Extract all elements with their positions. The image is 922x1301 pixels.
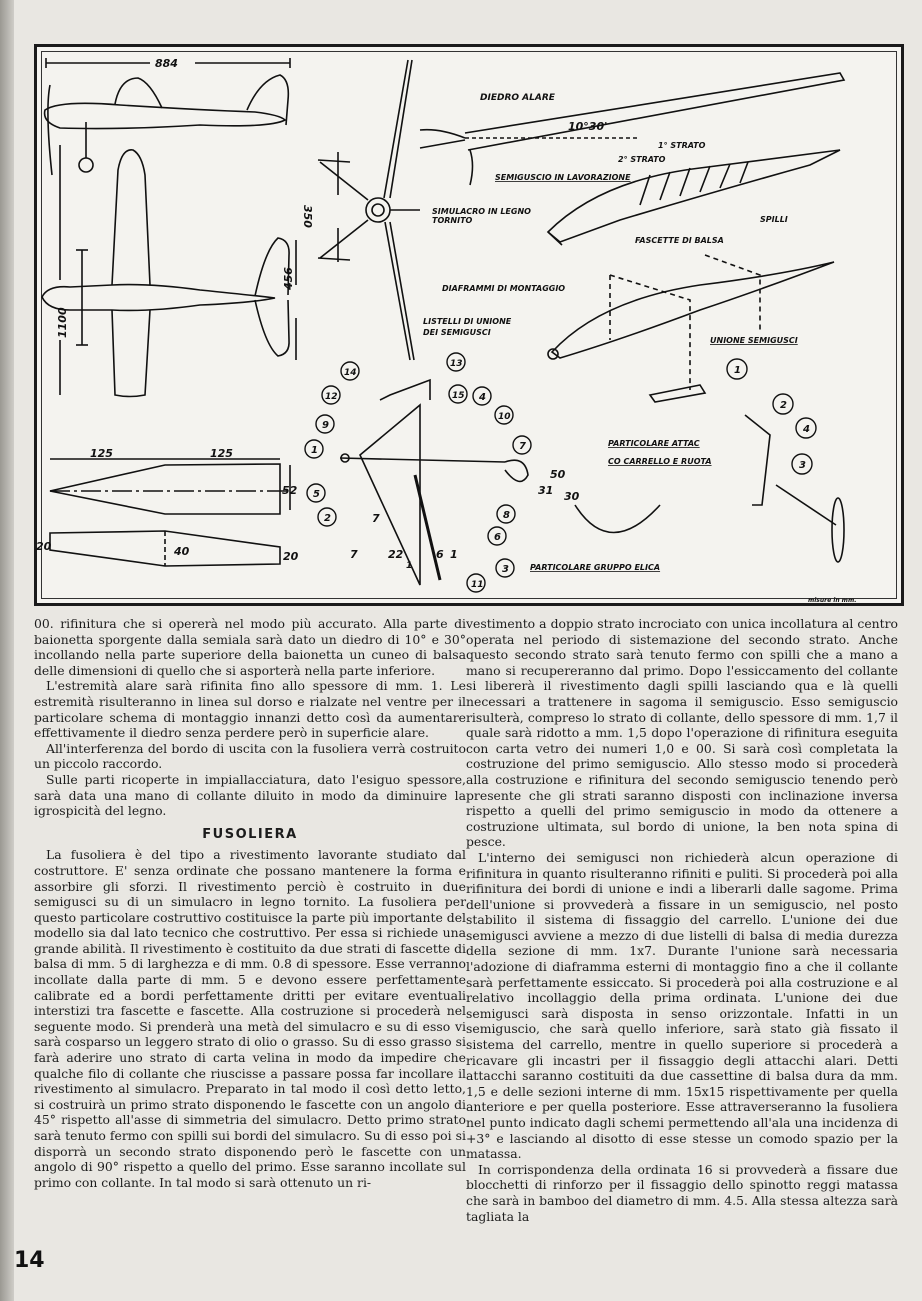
callout-elica-12 — [322, 386, 340, 404]
page-number: 14 — [14, 1248, 45, 1273]
dim-nose-h2: 40 — [174, 545, 190, 558]
carrello-dim-30: 30 — [564, 490, 580, 503]
paragraph: Sulle parti ricoperte in impiallacciatura, dato l'esiguo spessore, sarà data una mano di collante diluito in modo da diminuire la igrospicità del legno. — [34, 771, 466, 819]
callout-carrello-1 — [727, 359, 747, 379]
svg-text:1: 1 — [734, 365, 741, 376]
svg-text:6: 6 — [494, 532, 501, 543]
svg-text:4: 4 — [479, 392, 486, 403]
label-strato-2: 2° STRATO — [618, 155, 666, 164]
callout-elica-11 — [467, 574, 485, 592]
label-diedro-angle: 10°30' — [568, 120, 608, 133]
label-spilli: SPILLI — [760, 215, 788, 224]
dim-nose-len-a: 125 — [90, 447, 113, 460]
dim-span-side: 884 — [155, 57, 178, 70]
elica-dim-6: 6 — [436, 548, 444, 561]
paragraph: La fusoliera è del tipo a rivestimento lavorante studiato dal costruttore. E' senza ordinate che possano mantenere la forma e assorbire gli sforzi. Il rivestimento perciò è costruito in due semigusci su di un simulacro in legno tornito. La fusoliera per questo particolare costruttivo costituisce la parte più importante del modello sia dal lato tecnico che costruttivo. Per essa si richiede una grande abilità. Il rivestimento è costituito da due strati di fascette di balsa di mm. 5 di larghezza e di mm. 0.8 di spessore. Esse verranno incollate dalla parte di mm. 5 e devono essere perfettamente calibrate ed a bordi perfettamente dritti per evitare eventuali interstizi tra fascette e fascette. Alla costruzione si procederà nel seguente modo. Si prenderà una metà del simulacro e su di esso vi sarà cosparso un leggero strato di olio o grasso. Su di esso grasso si farà aderire uno strato di carta velina in modo da impedire che qualche filo di collante che riuscisse a passare possa far incollare il rivestimento al simulacro. Preparato in tal modo il così detto letto, si costruirà un primo strato disponendo le fascette con un angolo di 45° rispetto all'asse di simmetria del simulacro. Detto primo strato sarà tenuto fermo con spilli sui bordi del simulacro. Su di esso poi si disporrà un secondo strato disponendo però le fascette con un angolo di 90° rispetto a quello del primo. Esse saranno incollate sul primo con collante. In tal modo si sarà ottenuto un ri- — [34, 847, 466, 1190]
label-diaframmi: DIAFRAMMI DI MONTAGGIO — [442, 284, 566, 293]
elica-dim-7a: 7 — [372, 512, 380, 525]
paragraph: L'interno dei semigusci non richiederà alcun operazione di rifinitura in quanto risulteranno rifiniti e puliti. Si procederà poi alla rifinitura dei bordi di unione e indi a liberarli dalle sagome. Prima dell'unione si provvederà a fissare in un semiguscio, nel posto stabilito il sistema di fissaggio del carrello. L'unione dei due semigusci avviene a mezzo di due listelli di balsa di media durezza della sezione di mm. 1x7. Durante l'unione sarà necessaria l'adozione di diaframma esterni di montaggio fino a che il collante sarà perfettamente essiccato. Si procederà poi alla costruzione e al relativo incollaggio della prima ordinata. L'unione dei due semigusci sarà disposta in senso orizzontale. Infatti in un semiguscio, che sarà quello inferiore, sarà stato già fissato il sistema del carrello, mentre in quello superiore si procederà a ricavare gli incastri per il fissaggio degli attacchi alari. Detti attacchi saranno costituiti da due cassettine di balsa dura da mm. 1,5 e delle sezioni interne di mm. 15x15 rispettivamente per quella anteriore e per quella posteriore. Esse attraverseranno la fusoliera nel punto indicato dagli schemi permettendo all'ala una incidenza di +3° e lasciando al disotto di esse stesse un comodo spazio per la matassa. — [466, 849, 898, 1162]
label-attacco-1: PARTICOLARE ATTAC — [608, 439, 700, 448]
dim-nose-h1: 20 — [36, 540, 52, 553]
label-semiguscio-lavorazione: SEMIGUSCIO IN LAVORAZIONE — [495, 173, 631, 182]
text-column-right — [466, 616, 898, 1224]
svg-text:7: 7 — [519, 441, 526, 452]
dim-nose-width: 52 — [282, 484, 298, 497]
label-listelli-2: DEI SEMIGUSCI — [423, 328, 491, 337]
propeller-front-view — [318, 60, 420, 360]
callout-elica-13 — [447, 353, 465, 371]
callout-elica-5 — [307, 484, 325, 502]
callout-elica-9 — [316, 415, 334, 433]
callout-elica-14 — [341, 362, 359, 380]
carrello-dim-50: 50 — [550, 468, 566, 481]
label-unione-semigusci: UNIONE SEMIGUSCI — [710, 336, 798, 345]
label-listelli-1: LISTELLI DI UNIONE — [423, 317, 512, 326]
side-view-airplane — [45, 58, 290, 175]
svg-text:4: 4 — [803, 424, 810, 435]
svg-text:3: 3 — [502, 564, 509, 575]
label-strato-1: 1° STRATO — [658, 141, 706, 150]
callout-elica-7 — [513, 436, 531, 454]
dim-nose-len-b: 125 — [210, 447, 233, 460]
svg-text:2: 2 — [780, 400, 787, 411]
label-fascette: FASCETTE DI BALSA — [635, 236, 724, 245]
callout-elica-10 — [495, 406, 513, 424]
callout-elica-8 — [497, 505, 515, 523]
svg-text:15: 15 — [452, 391, 465, 401]
shell-in-progress-drawing — [548, 150, 840, 245]
callout-carrello-4 — [796, 418, 816, 438]
carrello-dim-31: 31 — [538, 484, 554, 497]
elica-callouts — [305, 353, 531, 592]
elica-dim-1: 1 — [450, 548, 458, 561]
dim-prop-diameter: 350 — [301, 205, 314, 228]
svg-text:13: 13 — [450, 359, 463, 369]
paragraph: vestimento a doppio strato incrociato con unica incollatura al centro operata nel periodo di sistemazione del secondo strato. Anche questo secondo strato sarà tenuto fermo con spilli che a mano a mano si recupereranno dal primo. Dopo l'essiccamento del collante si libererà il rivestimento dagli spilli lasciando qua e là quelli necessari a trattenere in sagoma il semiguscio. Esso semiguscio risulterà, compreso lo strato di collante, dello spessore di mm. 1,7 il quale sarà ridotto a mm. 1,5 dopo l'operazione di rifinitura eseguita con carta vetro dei numeri 1,0 e 00. Si sarà così completata la costruzione del primo semiguscio. Allo stesso modo si procederà alla costruzione e rifinitura del secondo semiguscio tenendo però presente che gli strati saranno disposti con inclinazione inversa rispetto a quelli del primo semiguscio in modo da ottenere a costruzione ultimata, sul bordo di unione, la ben nota spina di pesce. — [466, 616, 898, 850]
svg-text:2: 2 — [324, 513, 331, 524]
svg-text:5: 5 — [313, 489, 320, 500]
label-misure: misure in mm. — [808, 597, 857, 604]
elica-dim-7b: 7 — [350, 548, 358, 561]
svg-text:14: 14 — [344, 368, 357, 378]
svg-text:9: 9 — [322, 420, 329, 431]
callout-elica-15 — [449, 385, 467, 403]
svg-text:10: 10 — [498, 412, 511, 422]
dim-nose-h3: 20 — [283, 550, 299, 563]
label-simulacro-2: TORNITO — [432, 216, 473, 225]
svg-text:8: 8 — [503, 510, 510, 521]
section-heading-fusoliera: FUSOLIERA — [202, 826, 298, 842]
label-simulacro-1: SIMULACRO IN LEGNO — [432, 207, 531, 216]
svg-text:11: 11 — [471, 580, 484, 590]
dim-wing-span: 1100 — [56, 307, 69, 338]
callout-elica-6 — [488, 527, 506, 545]
carrello-callouts — [727, 359, 816, 474]
paragraph: L'estremità alare sarà rifinita fino allo spessore di mm. 1. Le estremità risulteranno in linea sul dorso e rialzate nel ventre per il particolare schema di montaggio innanzi detto così da aumentare effettivamente il diedro senza perdere però in superficie alare. — [34, 678, 466, 741]
svg-text:12: 12 — [325, 392, 338, 402]
top-view-airplane — [42, 145, 296, 397]
text-column-left — [34, 616, 466, 1190]
wing-dihedral-drawing — [420, 73, 844, 185]
shell-union-drawing — [548, 255, 834, 390]
label-gruppo-elica: PARTICOLARE GRUPPO ELICA — [530, 563, 661, 572]
label-diedro-alare: DIEDRO ALARE — [480, 93, 555, 103]
dim-tail-span: 456 — [282, 267, 295, 290]
elica-dim-22: 22 — [388, 548, 404, 561]
svg-text:1: 1 — [311, 445, 318, 456]
callout-elica-3 — [496, 559, 514, 577]
callout-elica-2 — [318, 508, 336, 526]
paragraph: 00. rifinitura che si opererà nel modo più accurato. Alla parte di baionetta sporgente dalla semiala sarà dato un diedro di 10° e 30° incollando nella parte superiore della baionetta un cuneo di balsa delle dimensioni di quello che si asporterà nella parte inferiore. — [34, 616, 466, 678]
elica-dim-1b: 1 — [406, 561, 413, 571]
paragraph: All'interferenza del bordo di uscita con la fusoliera verrà costruito un piccolo raccordo. — [34, 740, 466, 772]
svg-text:3: 3 — [799, 460, 806, 471]
callout-elica-1 — [305, 440, 323, 458]
callout-elica-4 — [473, 387, 491, 405]
callout-carrello-2 — [773, 394, 793, 414]
callout-carrello-3 — [792, 454, 812, 474]
paragraph: In corrispondenza della ordinata 16 si provvederà a fissare due blocchetti di rinforzo per il fissaggio dello spinotto reggi matassa che sarà in bamboo del diametro di mm. 4.5. Alla stessa altezza sarà tagliata la — [466, 1161, 898, 1224]
label-attacco-2: CO CARRELLO E RUOTA — [608, 457, 712, 466]
nose-block-drawing — [50, 459, 290, 566]
